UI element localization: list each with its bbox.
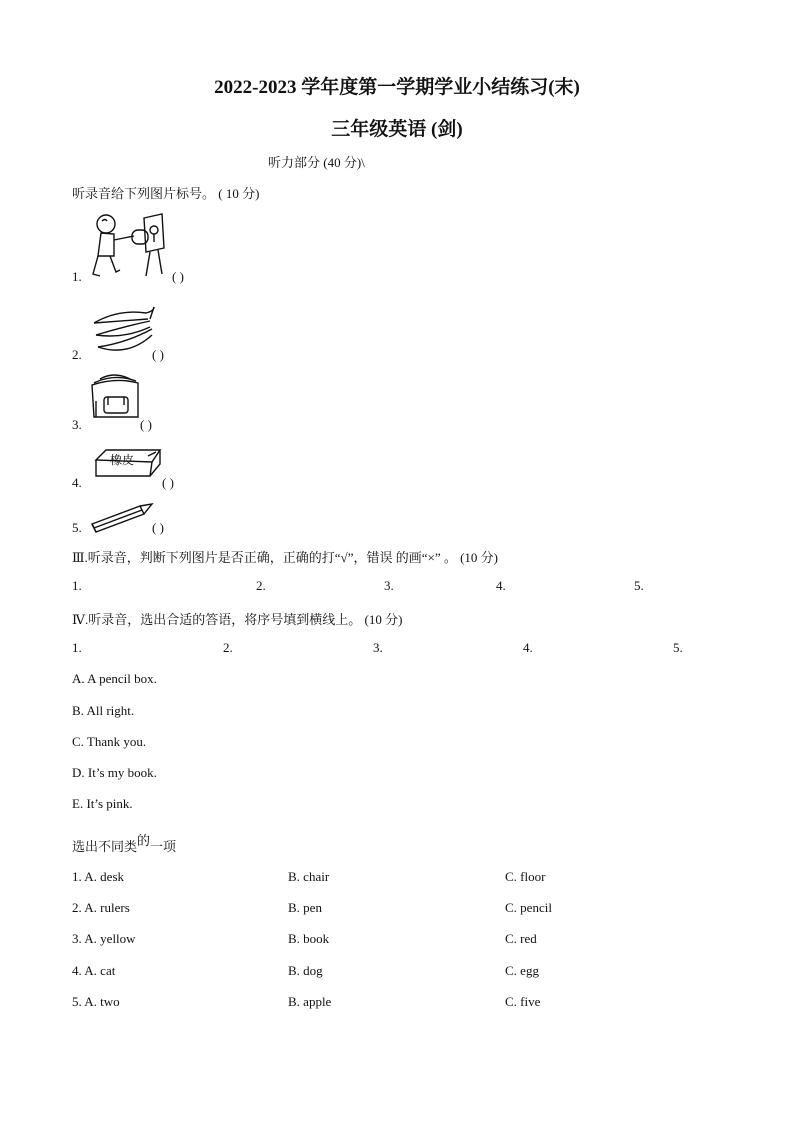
part5-instruction-text: 选出不同类	[72, 839, 138, 854]
pencil-icon	[88, 502, 154, 534]
part4-number: 2.	[223, 640, 233, 655]
choice-c: C. red	[505, 931, 537, 946]
choice-a: 5. A. two	[72, 994, 120, 1009]
choice-a: 4. A. cat	[72, 963, 116, 978]
part3-number: 4.	[496, 578, 506, 593]
part1-item-number: 5.	[72, 520, 82, 535]
part4-option: E. It’s pink.	[72, 796, 133, 811]
part3-number: 3.	[384, 578, 394, 593]
part4-option: A. A pencil box.	[72, 671, 157, 686]
page-subtitle: 三年级英语 (剑)	[331, 119, 463, 140]
choice-b: B. apple	[288, 994, 332, 1009]
banana-icon	[88, 305, 158, 357]
answer-paren: ( )	[152, 520, 164, 535]
choice-c: C. floor	[505, 869, 546, 884]
part3-instruction: Ⅲ.听录音，判断下列图片是否正确，正确的打“√”，错误 的画“×” 。 (10 分)	[72, 550, 498, 565]
answer-paren: ( )	[172, 269, 184, 284]
page-title: 2022-2023 学年度第一学期学业小结练习(末)	[214, 77, 580, 98]
choice-c: C. pencil	[505, 900, 552, 915]
choice-c: C. egg	[505, 963, 539, 978]
part4-number: 1.	[72, 640, 82, 655]
section-heading: 听力部分 (40 分)\	[268, 155, 365, 170]
choice-b: B. pen	[288, 900, 322, 915]
boy-painting-icon	[88, 212, 170, 280]
choice-a: 2. A. rulers	[72, 900, 130, 915]
eraser-label: 橡皮	[110, 453, 135, 467]
choice-b: B. dog	[288, 963, 323, 978]
part5-instruction-text: 的	[137, 833, 151, 848]
part3-number: 2.	[256, 578, 266, 593]
schoolbag-icon	[86, 373, 146, 423]
part5-instruction-text: 一项	[150, 839, 177, 854]
answer-paren: ( )	[140, 417, 152, 432]
part3-number: 5.	[634, 578, 644, 593]
part1-item-number: 2.	[72, 347, 82, 362]
part1-item-number: 4.	[72, 475, 82, 490]
choice-a: 1. A. desk	[72, 869, 124, 884]
part5-instruction	[72, 833, 177, 855]
part1-item-number: 3.	[72, 417, 82, 432]
choice-b: B. book	[288, 931, 330, 946]
eraser-icon	[92, 446, 164, 482]
part4-number: 3.	[373, 640, 383, 655]
part4-number: 4.	[523, 640, 533, 655]
answer-paren: ( )	[162, 475, 174, 490]
choice-c: C. five	[505, 994, 541, 1009]
part1-instruction: 听录音给下列图片标号。 ( 10 分)	[72, 186, 260, 201]
answer-paren: ( )	[152, 347, 164, 362]
part4-option: C. Thank you.	[72, 734, 147, 749]
choice-a: 3. A. yellow	[72, 931, 136, 946]
part4-instruction: Ⅳ.听录音，选出合适的答语，将序号填到横线上。 (10 分)	[72, 612, 403, 627]
part1-item-number: 1.	[72, 269, 82, 284]
part4-option: B. All right.	[72, 703, 135, 718]
part4-option: D. It’s my book.	[72, 765, 157, 780]
part4-number: 5.	[673, 640, 683, 655]
choice-b: B. chair	[288, 869, 330, 884]
part3-number: 1.	[72, 578, 82, 593]
